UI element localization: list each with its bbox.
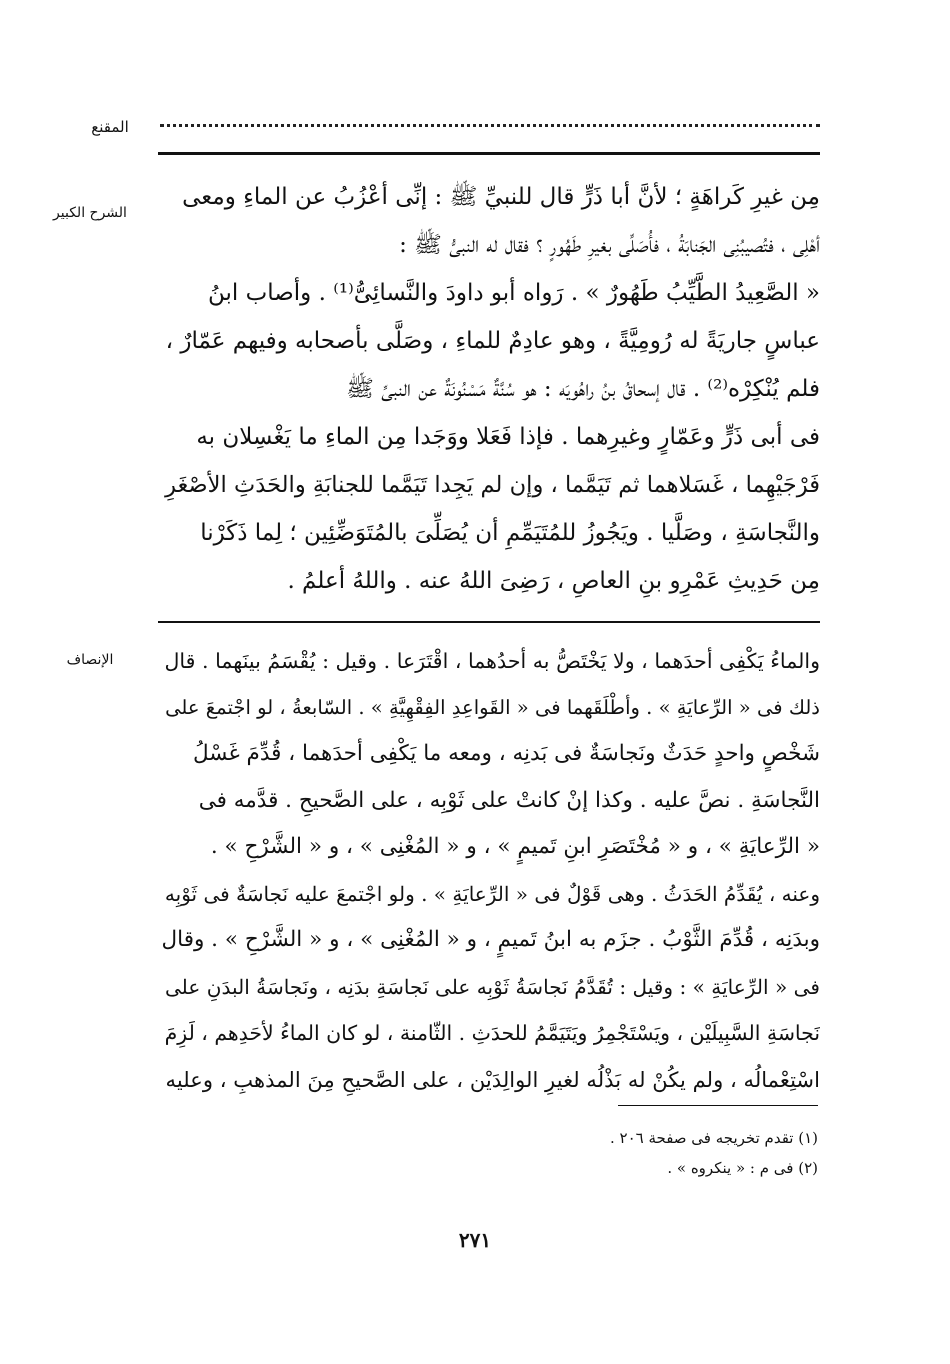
text-line: « الصَّعِيدُ الطَّيِّبُ طَهُورٌ » . رَواه أبو داودَ والنَّسائِىُّ⁽¹⁾ . وأصاب ابنُ [207, 280, 820, 306]
text-line: « الرِّعايَةِ » ، و « مُخْتَصَرِ ابنِ تَميمٍ » ، و « المُغْنِى » ، و « الشَّرْحِ » . [210, 834, 820, 859]
text-line: وعنه ، يُقَدِّمُ الحَدَثُ . وهى قَوْلٌ فى « الرِّعايَةِ » . ولو اجْتمعَ عليه نَجاسَةٌ فى ثَوْبِه [164, 881, 820, 906]
footnote: (١) تقدم تخريجه فى صفحة ٢٠٦ . [609, 1129, 818, 1147]
text-line: والماءُ يَكْفِى أحدَهما ، ولا يَخْتَصُّ به أحدُهما ، اقْتَرَعا . وقيل : يُقْسَمُ بينَهما . قال [164, 649, 820, 673]
text-line: وبدَنِه ، قُدِّمَ الثَّوْبُ . جزَم به ابنُ تَميمٍ ، و « المُغْنِى » ، و « الشَّرْحِ » . وقال [161, 927, 820, 952]
header-rule [158, 152, 820, 155]
text-line: عباسٍ جاريَةً له رُومِيَّةً ، وهو عادِمٌ للماءِ ، وصَلَّى بأصحابه وفيهم عَمّارٌ ، [165, 328, 820, 354]
running-title: المقنع [91, 118, 129, 136]
footnotes [300, 1123, 818, 1183]
sharh-text [158, 173, 820, 605]
text-line: فى أبى ذَرٍّ وعَمّارٍ وغيرِهما . فإذا فَعَلا ووَجَدا مِن الماءِ ما يَغْسِلان به [196, 424, 820, 450]
text-line: اسْتِعْمالُه ، ولم يكُنْ له بَذْلُه لغيرِ الوالِدَيْن ، على الصَّحيحِ مِنَ المذهبِ ، وعليه [165, 1066, 820, 1092]
footnote-rule [618, 1105, 818, 1106]
text-line: فى « الرِّعايَةِ » : وقيل : تُقَدَّمُ نَجاسَةُ ثَوْبِه على نَجاسَةِ بدَنِه ، ونَجاسَةُ البدَنِ على [164, 974, 820, 999]
text-line: نَجاسَةِ السَّبِيلَيْن ، ويَسْتَجْمِرُ ويَتَيَمَّمُ للحدَثِ . الثّامنة ، لو كان الماءُ لأحَدِهم ، لَزِمَ [164, 1021, 820, 1045]
text-line: أهْلِى ، فتُصيبُنِى الجَنابَةُ ، فأُصَلِّى بغيرِ طَهُورٍ ؟ فقال له النبىُّ ﷺ : [399, 232, 820, 258]
text-line: فلم يُنْكِرْه⁽²⁾ . قال إسحاقُ بنُ راهُويَه : هو سُنَّةٌ مَسْنُونَةٌ عن النبىِّ ﷺ [346, 376, 820, 402]
footnote: (٢) فى م : « ينكروه » . [667, 1159, 818, 1177]
text-line: مِن حَدِيثِ عَمْرِو بنِ العاصِ ، رَضِىَ اللهُ عنه . واللهُ أعلمُ . [287, 568, 820, 594]
text-line: شَخْصٍ واحدٍ حَدَثٌ ونَجاسَةٌ فى بَدنِه ، ومعه ما يَكْفِى أحدَهما ، قُدِّمَ غَسْلُ [193, 741, 820, 766]
text-line: النَّجاسَةِ . نصَّ عليه . وكذا إنْ كانتْ على ثَوْبِه ، على الصَّحيحِ . قدَّمه فى [198, 787, 820, 813]
text-line: مِن غيرِ كَراهَةٍ ؛ لأنَّ أبا ذَرٍّ قال للنبيِّ ﷺ : إنِّى أعْزُبُ عن الماءِ ومعى [182, 184, 820, 210]
text-line: ذلك فى « الرِّعايَةِ » . وأطْلَقَهما فى « القَواعِدِ الفِقْهِيَّةِ » . السّابعةُ ، لو اجْتمعَ على [165, 695, 820, 719]
insaf-text [158, 638, 820, 1103]
page-number: ٢٧١ [458, 1228, 492, 1252]
margin-label-sharh: الشرح الكبير [53, 205, 127, 221]
section-rule [158, 621, 820, 623]
header-dotted-rule [160, 124, 820, 127]
text-line: فَرْجَيْهِما ، غَسَلاهما ثم تَيَمَّما ، وإن لم يَجِدا تَيَمَّما للجنابَةِ والحَدَثِ الأصْغَرِ [165, 472, 820, 498]
margin-label-insaf: الإنصاف [66, 652, 114, 668]
text-line: والنَّجاسَةِ ، وصَلَّيا . ويَجُوزُ للمُتَيَمِّمِ أن يُصَلِّىَ بالمُتَوَضِّئِين ؛ لِما ذَكَرْنا [200, 520, 820, 546]
